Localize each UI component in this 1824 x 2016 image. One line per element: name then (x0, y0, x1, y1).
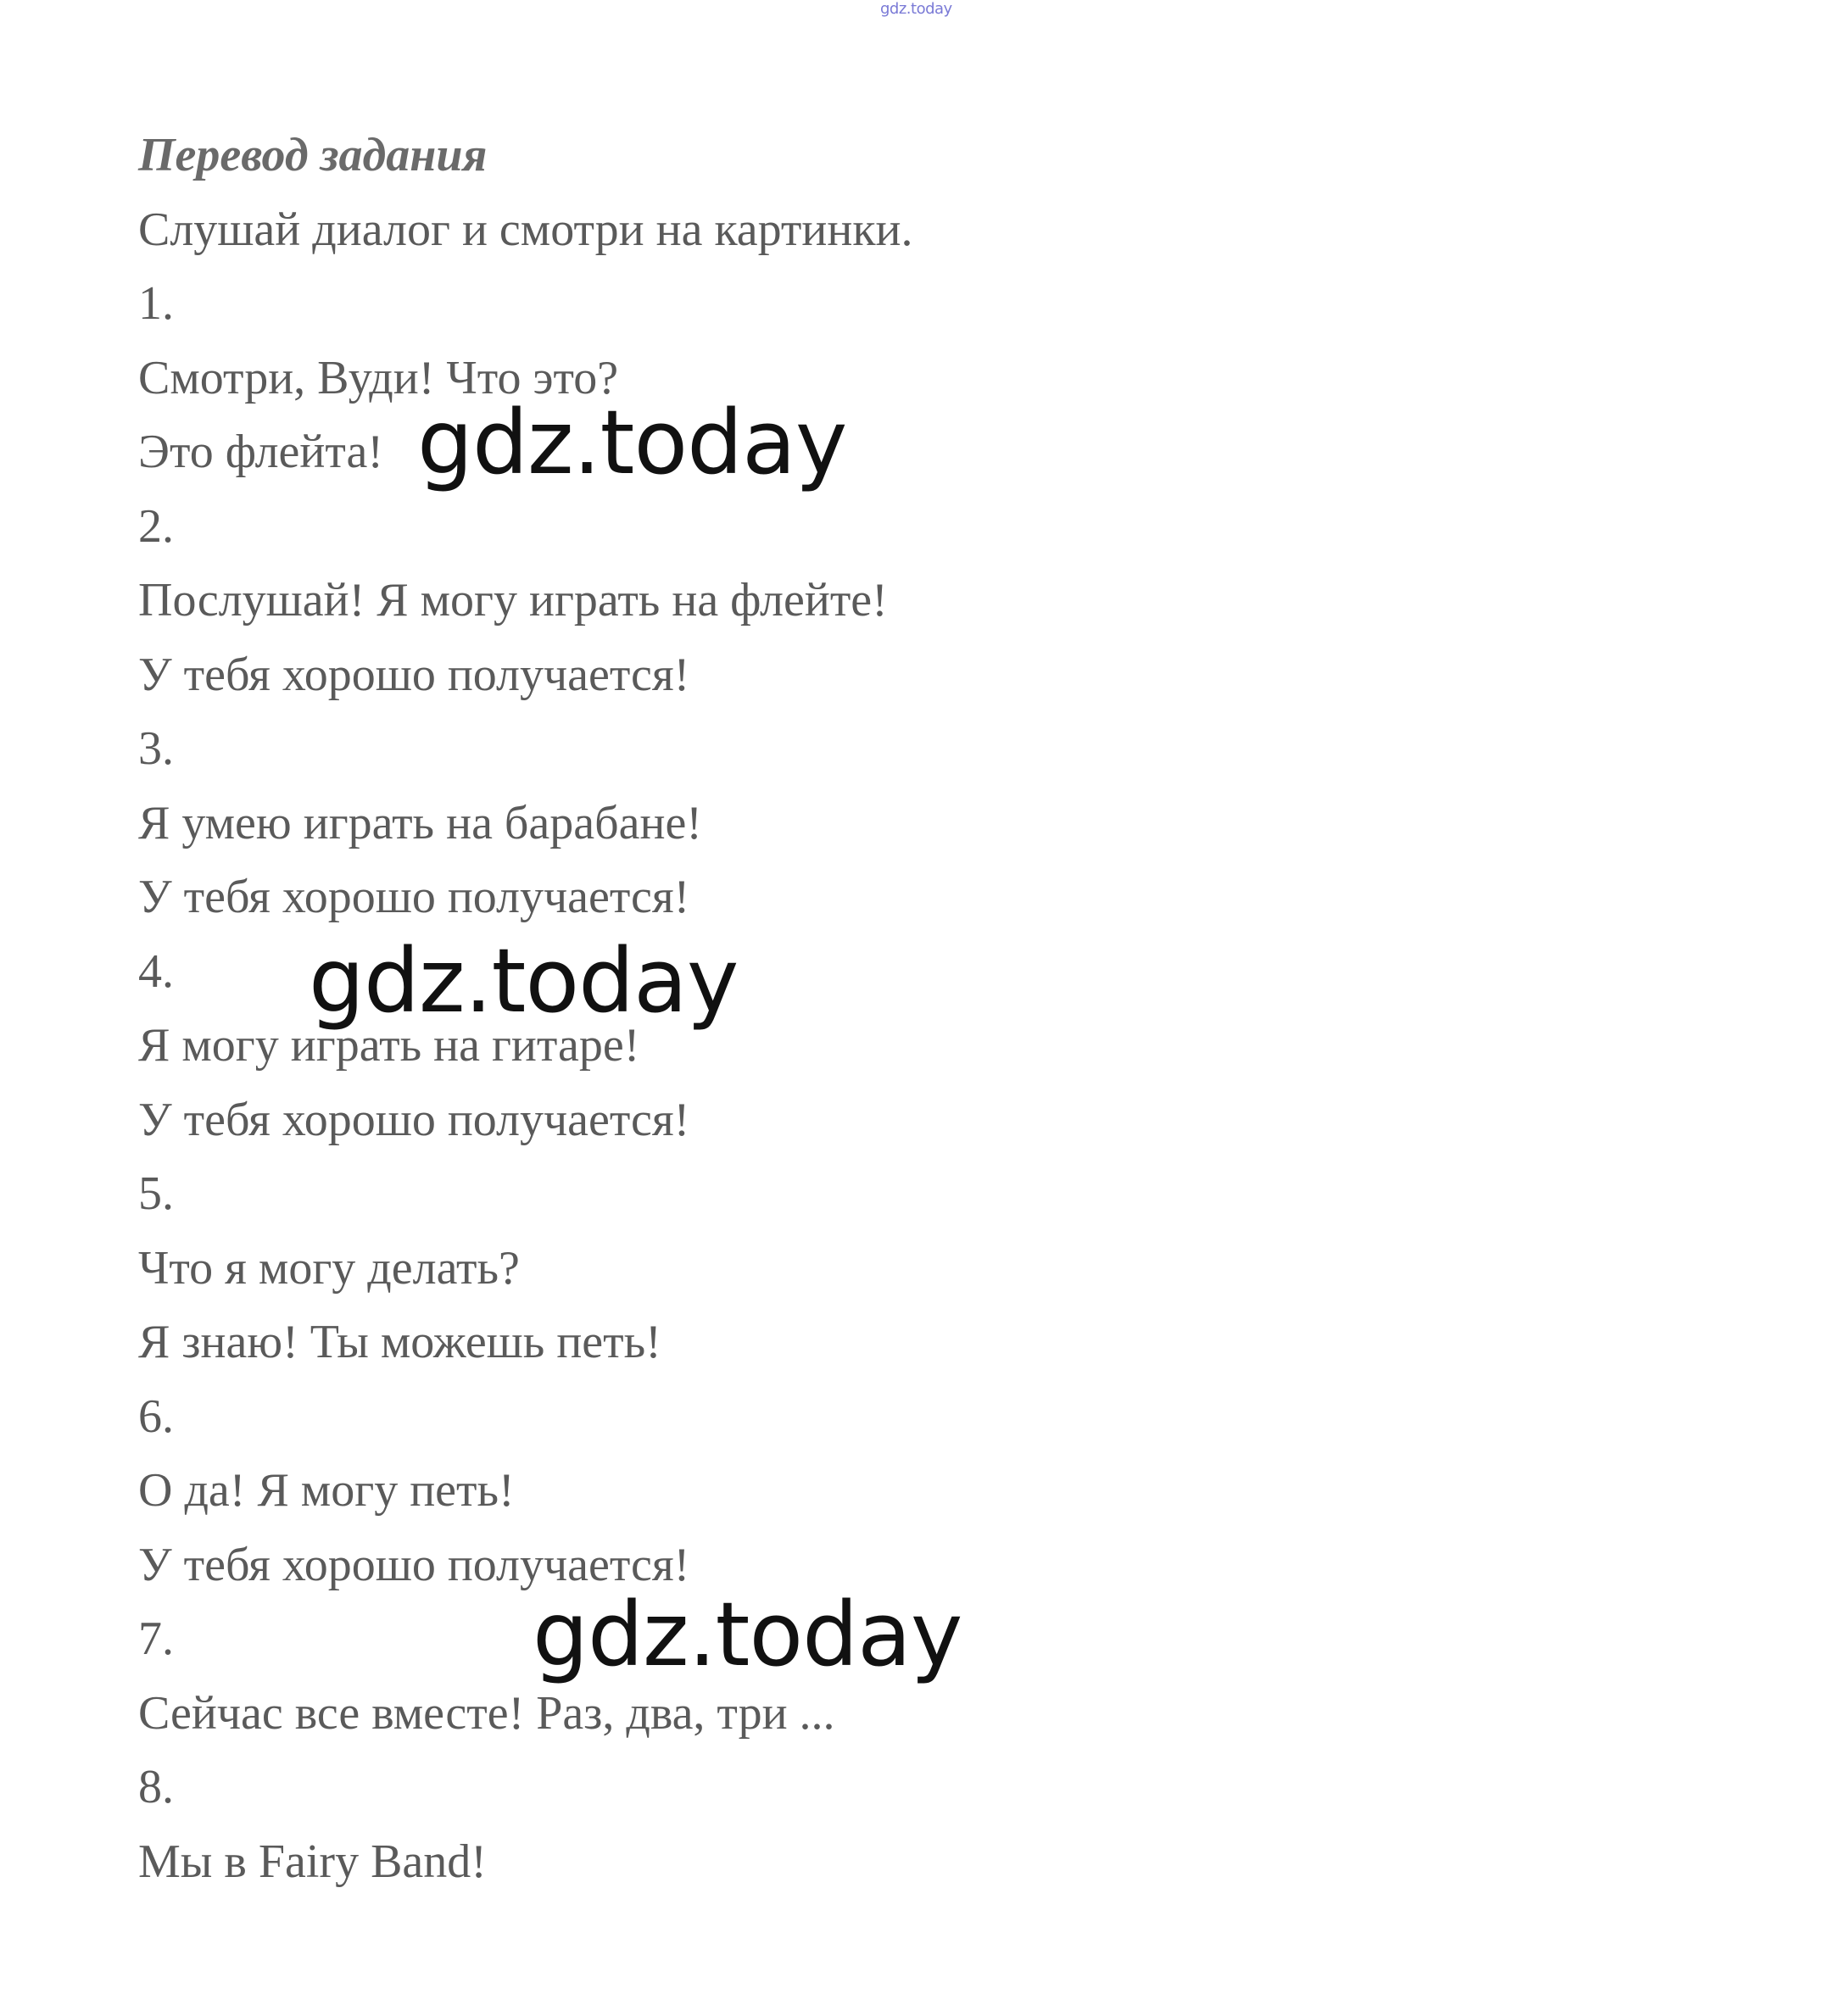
item-number: 7. (138, 1612, 174, 1665)
dialog-line: У тебя хорошо получается! (138, 1538, 690, 1591)
item-number: 5. (138, 1167, 174, 1220)
dialog-line: Я умею играть на барабане! (138, 796, 702, 849)
dialog-line: Сейчас все вместе! Раз, два, три ... (138, 1686, 835, 1740)
item-number: 4. (138, 944, 174, 998)
dialog-line: Я могу играть на гитаре! (138, 1019, 640, 1072)
page-heading: Перевод задания (138, 129, 488, 181)
dialog-line: У тебя хорошо получается! (138, 871, 690, 923)
dialog-line: Я знаю! Ты можешь петь! (138, 1316, 661, 1368)
dialog-line: У тебя хорошо получается! (138, 1093, 690, 1146)
top-watermark: gdz.today (880, 0, 952, 18)
watermark: gdz.today (533, 1583, 962, 1686)
item-number: 2. (138, 499, 174, 553)
watermark: gdz.today (417, 391, 847, 494)
dialog-line: Смотри, Вуди! Что это? (138, 351, 619, 404)
dialog-line: У тебя хорошо получается! (138, 648, 690, 701)
item-number: 6. (138, 1389, 174, 1443)
dialog-line: Мы в Fairy Band! (138, 1835, 487, 1888)
item-number: 8. (138, 1761, 174, 1813)
instruction-line: Слушай диалог и смотри на картинки. (138, 203, 913, 256)
watermark: gdz.today (309, 929, 739, 1033)
dialog-line: Это флейта! (138, 426, 384, 478)
item-number: 3. (138, 722, 174, 775)
dialog-line: О да! Я могу петь! (138, 1464, 515, 1517)
item-number: 1. (138, 277, 174, 330)
dialog-line: Послушай! Я могу играть на флейте! (138, 574, 888, 627)
dialog-line: Что я могу делать? (138, 1241, 520, 1295)
